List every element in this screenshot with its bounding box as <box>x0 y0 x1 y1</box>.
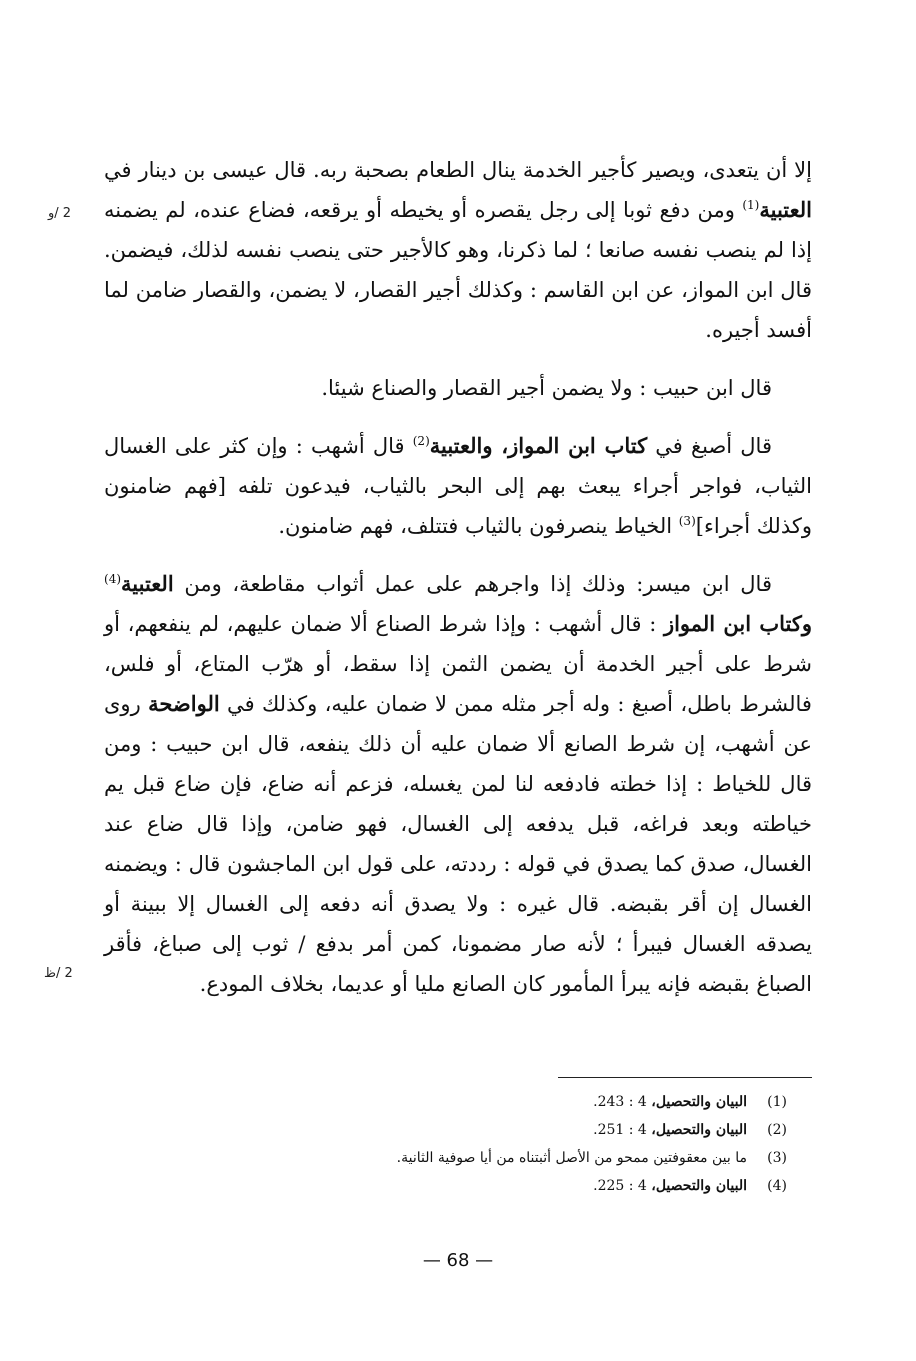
text-run: قال أشهب : وإن كثر على الغسال الثياب، فواجر أجراء يبعث بهم إلى البحر بالثياب، فيدعون تلفه [فهم ضامنون وكذلك أجراء] <box>104 434 812 538</box>
bold-source-title: العتبية <box>121 571 174 596</box>
bold-source-title: العتبية <box>759 197 812 222</box>
main-text <box>104 150 812 1004</box>
text-run: روى عن أشهب، إن شرط الصانع ألا ضمان عليه أن ذلك ينفعه، قال ابن حبيب : ومن قال للخياط : إذا خطته فادفعه لنا لمن يغسله، فزعم أنه ضاع، فإن ضاع قبل يم خياطته وبعد فراغه، قبل يدفعه إلى الغسال، فهو ضامن، وإذا قال ضاع عند الغسال، صدق كما يصدق في قوله : رددته، على قول ابن الماجشون قال : ويضمنه الغسال إن أقر بقبضه. قال غيره : ولا يصدق أنه دفعه إلى الغسال إلا ببينة أو يصدقه الغسال فيبرأ ؛ لأنه صار مضمونا، كمن أمر بدفع / ثوب إلى صباغ، فأقر الصباغ بقبضه فإنه يبرأ المأمور كان الصانع مليا أو عديما، بخلاف المودع. <box>104 692 812 996</box>
bold-source-title: وكتاب ابن المواز <box>663 611 812 636</box>
text-run: ومن دفع ثوبا إلى رجل يقصره أو يخيطه أو يرقعه، فضاع عنده، لم يضمنه إذا لم ينصب نفسه صانعا ؛ لما ذكرنا، وهو كالأجير حتى ينصب نفسه لذلك، فيضمن. قال ابن المواز، عن ابن القاسم : وكذلك أجير القصار، لا يضمن، والقصار ضامن لما أفسد أجيره. <box>104 198 812 342</box>
footnote-number: (3) <box>767 1150 787 1166</box>
footnote-text <box>300 1144 747 1172</box>
text-run: قال أصبغ في <box>647 434 772 458</box>
footnote-number: (1) <box>767 1094 787 1110</box>
paragraph-2 <box>104 368 812 408</box>
footnote-source: البيان والتحصيل، <box>651 1122 747 1138</box>
footnote-text <box>300 1116 747 1144</box>
footnote <box>300 1144 787 1172</box>
text-run: قال ابن حبيب : ولا يضمن أجير القصار والصناع شيئا. <box>321 376 772 400</box>
footnote-number: (2) <box>767 1122 787 1138</box>
footnote-ref-text: ما بين معقوفتين ممحو من الأصل أثبتناه من أيا صوفية الثانية. <box>396 1150 747 1166</box>
footnote <box>300 1116 787 1144</box>
footnote <box>300 1088 787 1116</box>
paragraph-3 <box>104 426 812 546</box>
footnote-ref-text: 4 : 225. <box>593 1178 652 1194</box>
footnote-ref-text: 4 : 251. <box>593 1122 652 1138</box>
footnote-text <box>300 1172 747 1200</box>
footnote <box>300 1172 787 1200</box>
footnote-separator <box>558 1077 812 1078</box>
footnote-text <box>300 1088 747 1116</box>
footnote-ref-3[interactable]: (3) <box>678 514 696 528</box>
footnotes <box>300 1088 787 1200</box>
footnote-source: البيان والتحصيل، <box>651 1178 747 1194</box>
footnote-ref-4[interactable]: (4) <box>104 572 122 586</box>
page-number: — 68 — <box>422 1250 494 1271</box>
paragraph-1 <box>104 150 812 350</box>
footnote-ref-1[interactable]: (1) <box>742 198 760 212</box>
text-run: : قال أشهب : وإذا شرط الصناع ألا ضمان عليهم، لم ينفعهم، أو شرط على أجير الخدمة أن يضمن الثمن إذا سقط، أو هرّب المتاع، أو فلس، فالشرط باطل، أصبغ : وله أجر مثله ممن لا ضمان عليه، وكذلك في <box>104 612 812 716</box>
footnote-number: (4) <box>767 1178 787 1194</box>
footnote-ref-text: 4 : 243. <box>593 1094 652 1110</box>
margin-note-folio-recto: 2 /و <box>48 206 72 221</box>
text-run: قال ابن ميسر: وذلك إذا واجرهم على عمل أثواب مقاطعة، ومن <box>173 572 772 596</box>
text-run: إلا أن يتعدى، ويصير كأجير الخدمة ينال الطعام بصحبة ربه. قال عيسى بن دينار في <box>104 158 812 182</box>
paragraph-4 <box>104 564 812 1004</box>
footnote-ref-2[interactable]: (2) <box>412 434 430 448</box>
bold-source-title: كتاب ابن المواز، والعتبية <box>429 433 648 458</box>
text-run: الخياط ينصرفون بالثياب فتتلف، فهم ضامنون. <box>278 514 679 538</box>
bold-source-title: الواضحة <box>148 691 220 716</box>
margin-note-folio-verso: 2 /ظ <box>44 966 73 981</box>
footnote-source: البيان والتحصيل، <box>651 1094 747 1110</box>
